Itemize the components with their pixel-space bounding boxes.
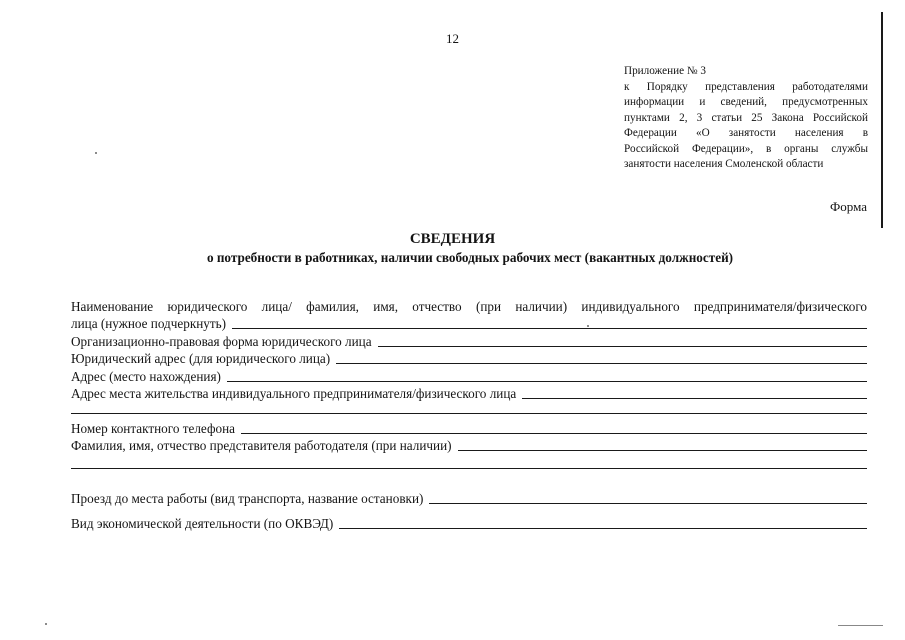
form-label: Форма (830, 199, 867, 214)
name-field-line1: Наименование юридического лица/ фамилия, имя, отчество (при наличии) индивидуального предпринимателя/физического (71, 299, 867, 314)
transport-field[interactable] (71, 490, 867, 507)
transport-blank[interactable] (429, 502, 867, 504)
appendix-line: пунктами 2, 3 статьи 25 Закона Российской (624, 111, 868, 124)
legal-form-field[interactable] (71, 333, 867, 350)
name-field[interactable] (71, 315, 867, 332)
scan-speck (95, 152, 97, 154)
legal-form-label: Организационно-правовая форма юридического лица (71, 334, 372, 349)
legal-address-field[interactable] (71, 350, 867, 367)
representative-blank[interactable] (458, 449, 867, 451)
legal-address-label: Юридический адрес (для юридического лица) (71, 351, 331, 366)
representative-field[interactable] (71, 437, 867, 454)
residence-address-label: Адрес места жительства индивидуального предпринимателя/физического лица (71, 386, 517, 401)
phone-blank[interactable] (241, 432, 867, 434)
appendix-line: Российской Федерации», в органы службы (624, 142, 868, 155)
scan-speck (587, 325, 589, 327)
phone-label: Номер контактного телефона (71, 421, 235, 436)
scan-speck (45, 623, 47, 625)
appendix-line: Федерации «О занятости населения в (624, 127, 868, 139)
document-subtitle: о потребности в работниках, наличии свободных рабочих мест (вакантных должностей) (206, 250, 734, 265)
okved-field[interactable] (71, 515, 867, 532)
residence-address-field[interactable] (71, 385, 867, 402)
representative-label: Фамилия, имя, отчество представителя работодателя (при наличии) (71, 438, 452, 453)
vertical-margin-line (881, 12, 883, 228)
appendix-line: информации и сведений, предусмотренных (624, 96, 868, 108)
name-field-blank[interactable] (232, 327, 867, 329)
document-title: СВЕДЕНИЯ (409, 231, 496, 247)
appendix-line: Приложение № 3 (624, 65, 706, 77)
appendix-line: занятости населения Смоленской области (624, 158, 824, 170)
location-address-label: Адрес (место нахождения) (71, 369, 221, 384)
okved-blank[interactable] (339, 527, 867, 529)
location-address-blank[interactable] (227, 380, 867, 382)
residence-address-blank[interactable] (522, 397, 867, 399)
okved-label: Вид экономической деятельности (по ОКВЭД) (71, 516, 334, 531)
phone-field[interactable] (71, 420, 867, 437)
residence-address-extra-blank[interactable] (71, 412, 867, 414)
location-address-field[interactable] (71, 368, 867, 385)
scan-corner-mark (838, 625, 883, 638)
transport-label: Проезд до места работы (вид транспорта, название остановки) (71, 491, 424, 506)
appendix-line: к Порядку представления работодателями (624, 80, 868, 93)
page-number: 12 (446, 31, 459, 46)
appendix-note (624, 64, 868, 173)
name-field-label: лица (нужное подчеркнуть) (71, 316, 227, 331)
legal-address-blank[interactable] (336, 362, 867, 364)
representative-extra-blank[interactable] (71, 467, 867, 469)
legal-form-blank[interactable] (378, 345, 867, 347)
